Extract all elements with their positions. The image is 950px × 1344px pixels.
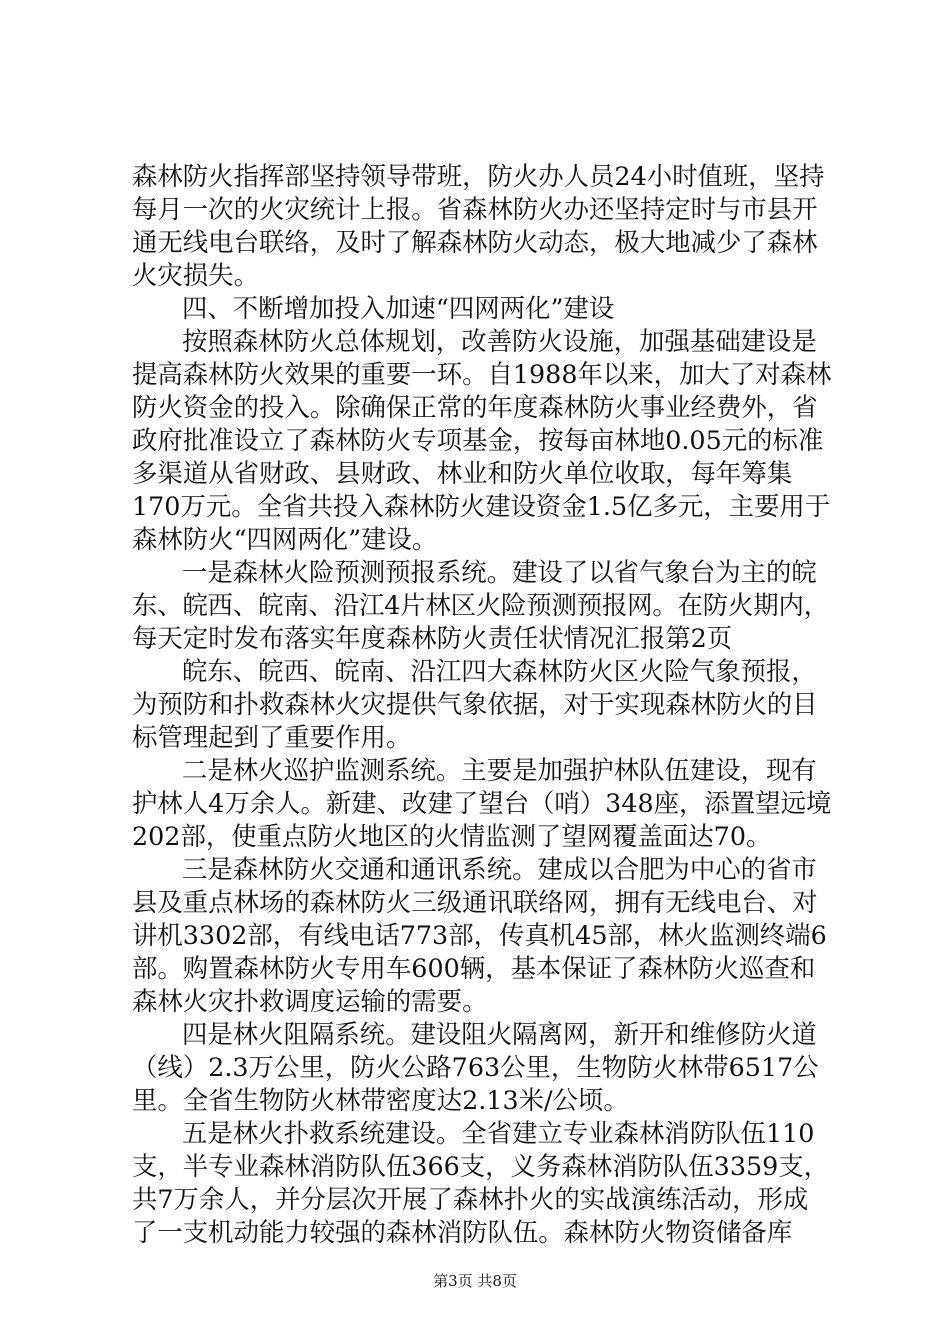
text-line: 政府批准设立了森林防火专项基金，按每亩林地0.05元的标准 [132,425,824,455]
text-line: 通无线电台联络，及时了解森林防火动态，极大地减少了森林 [132,227,818,257]
text-line: 标管理起到了重要作用。 [132,722,412,752]
page-footer [0,1271,950,1291]
text-line: 防火资金的投入。除确保正常的年度森林防火事业经费外，省 [132,392,818,422]
text-line: 支，半专业森林消防队伍366支，义务森林消防队伍3359支， [132,1151,830,1181]
text-line: 东、皖西、皖南、沿江4片林区火险预测预报网。在防火期内， [132,590,829,620]
text-line: 二是林火巡护监测系统。主要是加强护林队伍建设，现有 [182,755,817,785]
text-line: 火灾损失。 [132,260,259,290]
text-line: 170万元。全省共投入森林防火建设资金1.5亿多元，主要用于 [132,491,831,521]
text-line: 里。全省生物防火林带密度达2.13米/公顷。 [132,1085,629,1115]
text-line: 一是森林火险预测预报系统。建设了以省气象台为主的皖 [182,557,817,587]
text-line: 森林火灾扑救调度运输的需要。 [132,986,488,1016]
text-line: 讲机3302部，有线电话773部，传真机45部，林火监测终端6 [132,920,827,950]
text-line: 提高森林防火效果的重要一环。自1988年以来，加大了对森林 [132,359,832,389]
text-line: 五是林火扑救系统建设。全省建立专业森林消防队伍110 [182,1118,815,1148]
text-line: 三是森林防火交通和通讯系统。建成以合肥为中心的省市 [182,854,817,884]
text-line: 四是林火阻隔系统。建设阻火隔离网，新开和维修防火道 [182,1019,817,1049]
text-line: 按照森林防火总体规划，改善防火设施，加强基础建设是 [182,326,817,356]
text-line: 部。购置森林防火专用车600辆，基本保证了森林防火巡查和 [132,953,816,983]
text-line: 每天定时发布落实年度森林防火责任状情况汇报第2页 [132,623,733,653]
text-line: 了一支机动能力较强的森林消防队伍。森林防火物资储备库 [132,1217,793,1247]
text-line: 护林人4万余人。新建、改建了望台（哨）348座，添置望远境 [132,788,832,818]
document-body [132,160,832,1249]
text-line: 为预防和扑救森林火灾提供气象依据，对于实现森林防火的目 [132,689,818,719]
text-line: 皖东、皖西、皖南、沿江四大森林防火区火险气象预报， [182,656,817,686]
text-line: 共7万余人，并分层次开展了森林扑火的实战演练活动，形成 [132,1184,809,1214]
text-line: 县及重点林场的森林防火三级通讯联络网，拥有无线电台、对 [132,887,818,917]
text-line: 每月一次的火灾统计上报。省森林防火办还坚持定时与市县开 [132,194,818,224]
text-line: 202部，使重点防火地区的火情监测了望网覆盖面达70。 [132,821,772,851]
text-line: （线）2.3万公里，防火公路763公里，生物防火林带6517公 [132,1052,819,1082]
page-number-label: 第3页 共8页 [433,1272,517,1290]
text-line: 多渠道从省财政、县财政、林业和防火单位收取，每年筹集 [132,458,793,488]
text-line: 四、不断增加投入加速“四网两化”建设 [182,293,615,323]
text-line: 森林防火指挥部坚持领导带班，防火办人员24小时值班，坚持 [132,161,825,191]
text-line: 森林防火“四网两化”建设。 [132,524,438,554]
